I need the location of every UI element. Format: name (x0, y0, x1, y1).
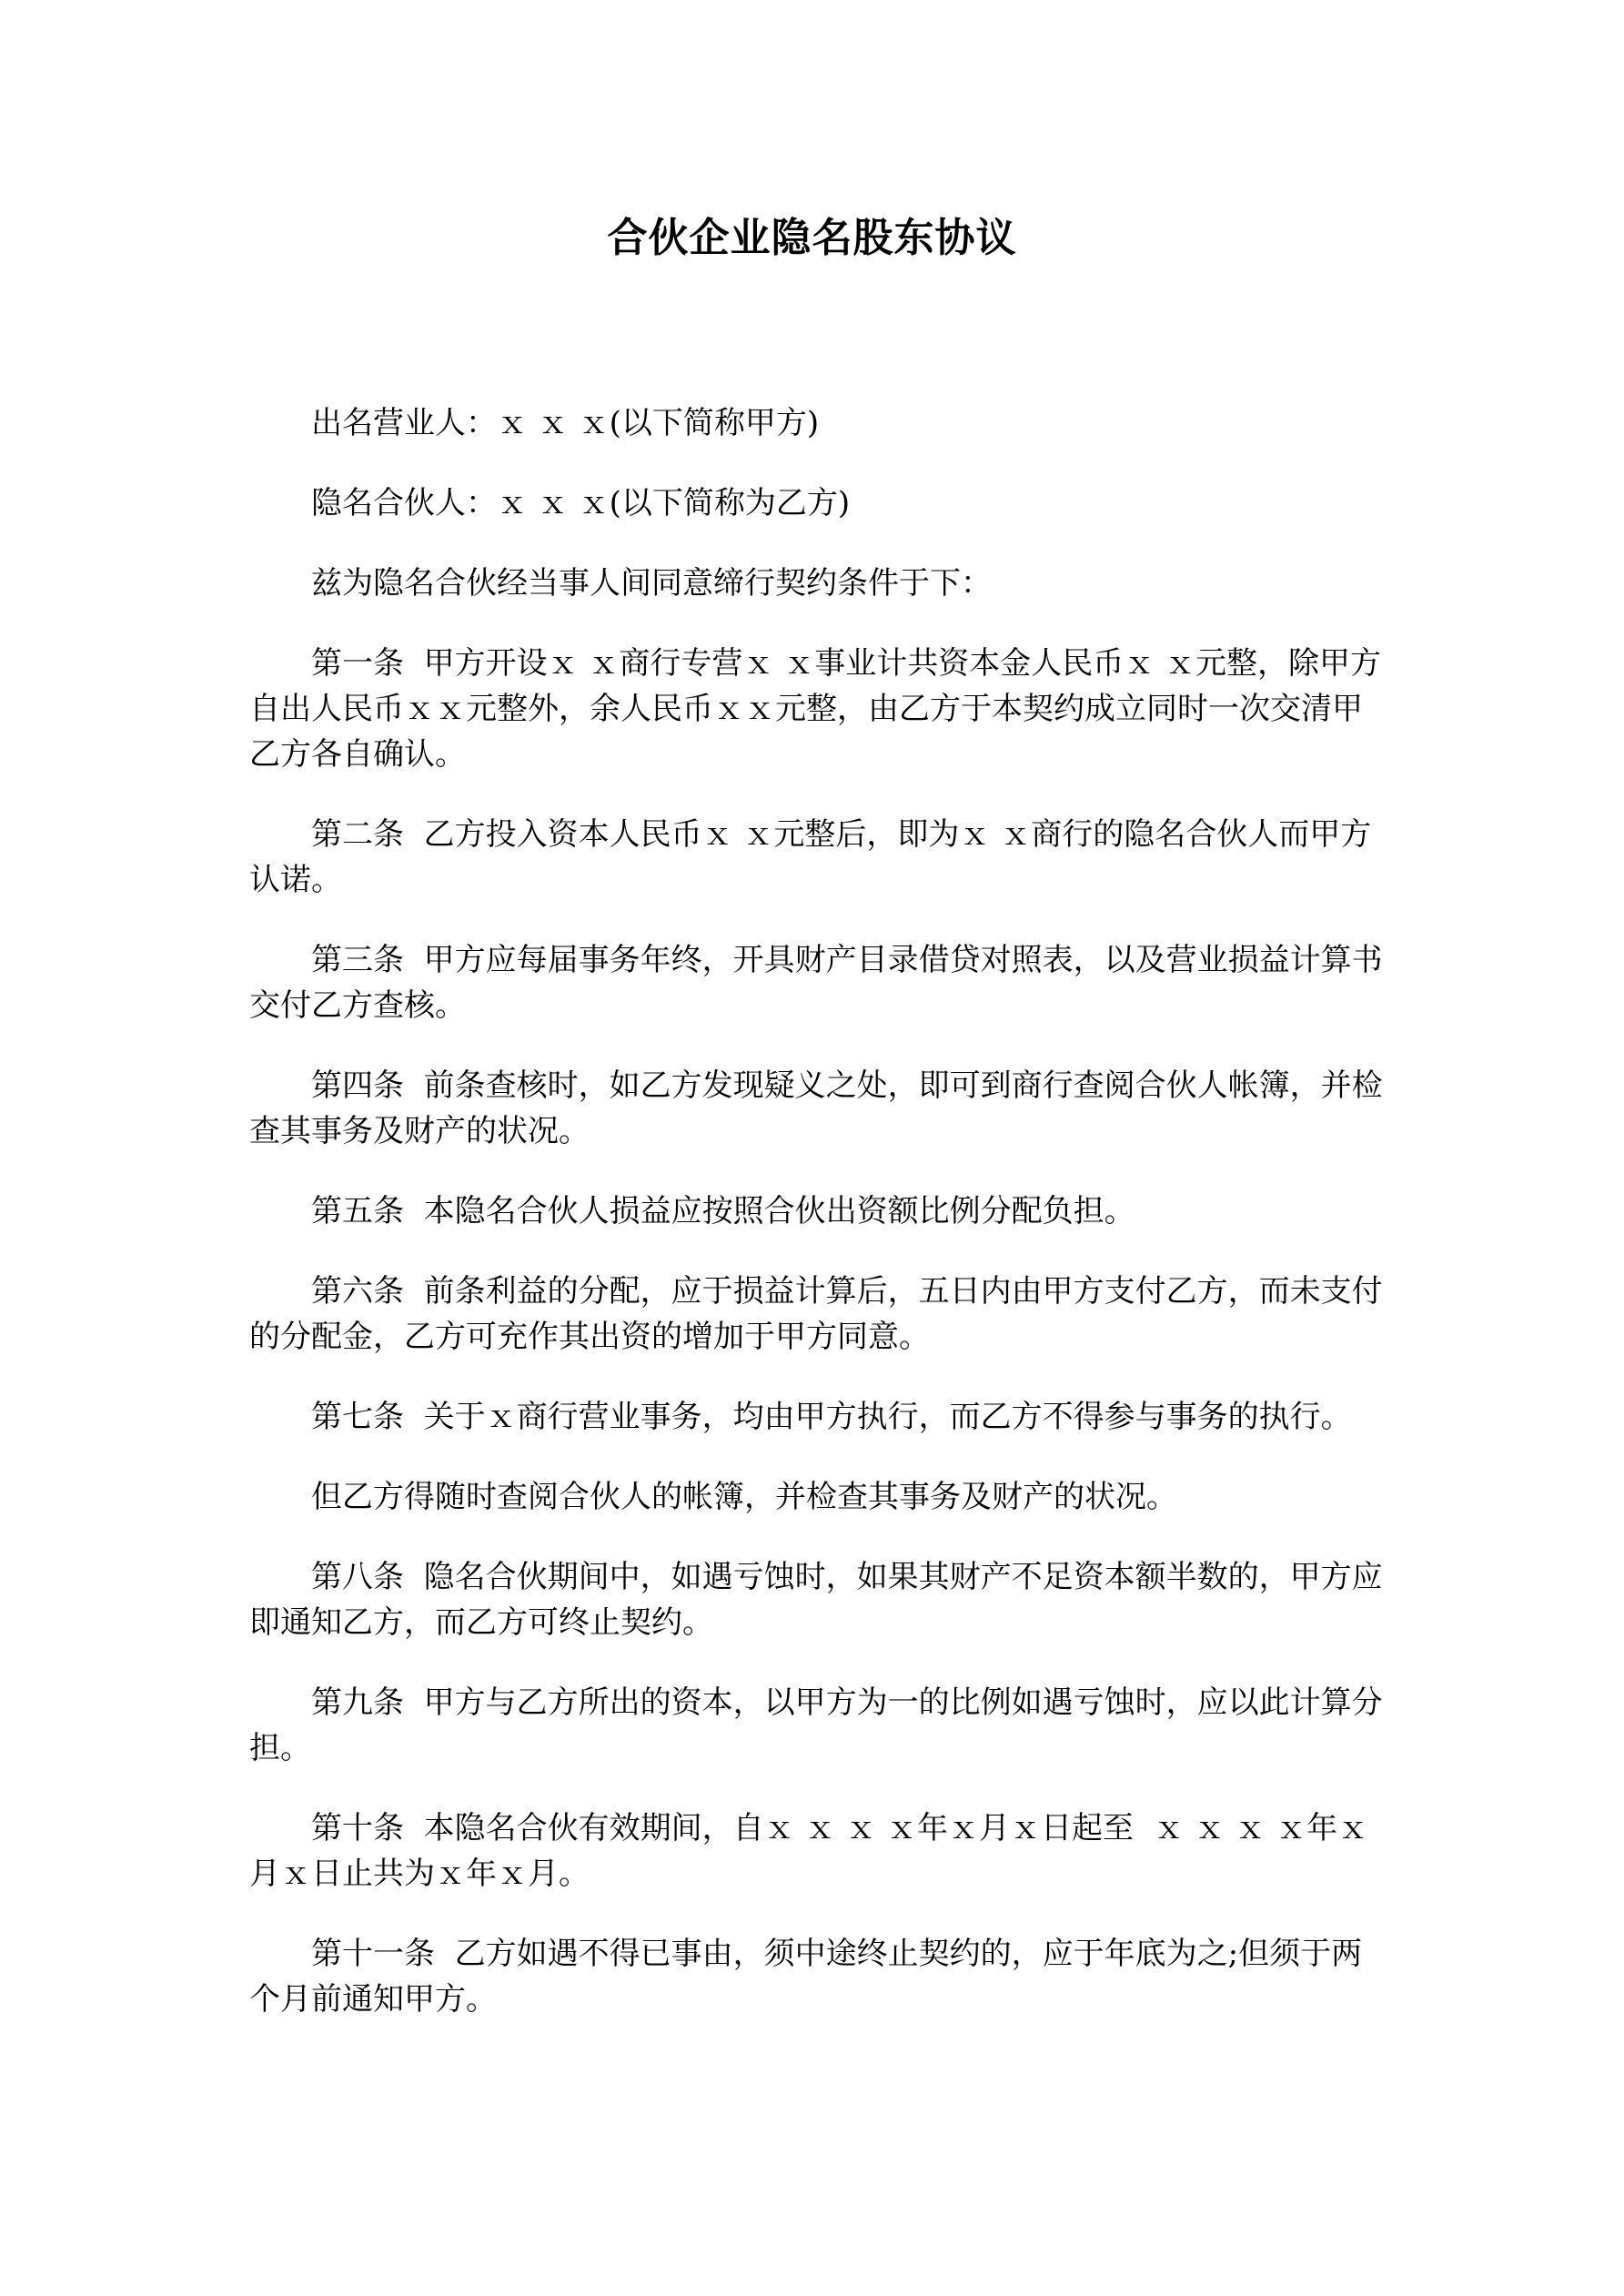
article-5: 第五条 本隐名合伙人损益应按照合伙出资额比例分配负担。 (311, 1193, 1135, 1229)
article-8: 第八条 隐名合伙期间中，如遇亏蚀时，如果其财产不足资本额半数的，甲方应即通知乙方，而乙方可终止契约。 (249, 1559, 1383, 1641)
document-body (249, 400, 1387, 2057)
article-1: 第一条 甲方开设ｘ ｘ商行专营ｘ ｘ事业计共资本金人民币ｘ ｘ元整，除甲方自出人民币ｘｘ元整外，余人民币ｘｘ元整，由乙方于本契约成立同时一次交清甲乙方各自确认。 (249, 645, 1382, 773)
article-10: 第十条 本隐名合伙有效期间，自ｘ ｘ ｘ ｘ年ｘ月ｘ日起至 ｘ ｘ ｘ ｘ年ｘ月ｘ日止共为ｘ年ｘ月。 (249, 1810, 1369, 1892)
article-7-continued: 但乙方得随时查阅合伙人的帐簿，并检查其事务及财产的状况。 (311, 1479, 1177, 1515)
article-9: 第九条 甲方与乙方所出的资本，以甲方为一的比例如遇亏蚀时，应以此计算分担。 (249, 1684, 1383, 1766)
party-a-line: 出名营业人：ｘ ｘ ｘ(以下简称甲方) (311, 405, 820, 441)
article-6: 第六条 前条利益的分配，应于损益计算后，五日内由甲方支付乙方，而未支付的分配金，乙方可充作其出资的增加于甲方同意。 (249, 1273, 1383, 1355)
document-title: 合伙企业隐名股东协议 (607, 215, 1017, 261)
article-4: 第四条 前条查核时，如乙方发现疑义之处，即可到商行查阅合伙人帐簿，并检查其事务及财产的状况。 (249, 1067, 1383, 1149)
article-2: 第二条 乙方投入资本人民币ｘ ｘ元整后，即为ｘ ｘ商行的隐名合伙人而甲方认诺。 (249, 816, 1372, 898)
article-3: 第三条 甲方应每届事务年终，开具财产目录借贷对照表，以及营业损益计算书交付乙方查核。 (249, 942, 1383, 1024)
article-7: 第七条 关于ｘ商行营业事务，均由甲方执行，而乙方不得参与事务的执行。 (311, 1399, 1352, 1435)
preamble: 兹为隐名合伙经当事人间同意缔行契约条件于下： (311, 565, 992, 602)
party-b-line: 隐名合伙人：ｘ ｘ ｘ(以下简称为乙方) (311, 485, 851, 521)
article-11: 第十一条 乙方如遇不得已事由，须中途终止契约的，应于年底为之;但须于两个月前通知甲方。 (249, 1936, 1363, 2018)
